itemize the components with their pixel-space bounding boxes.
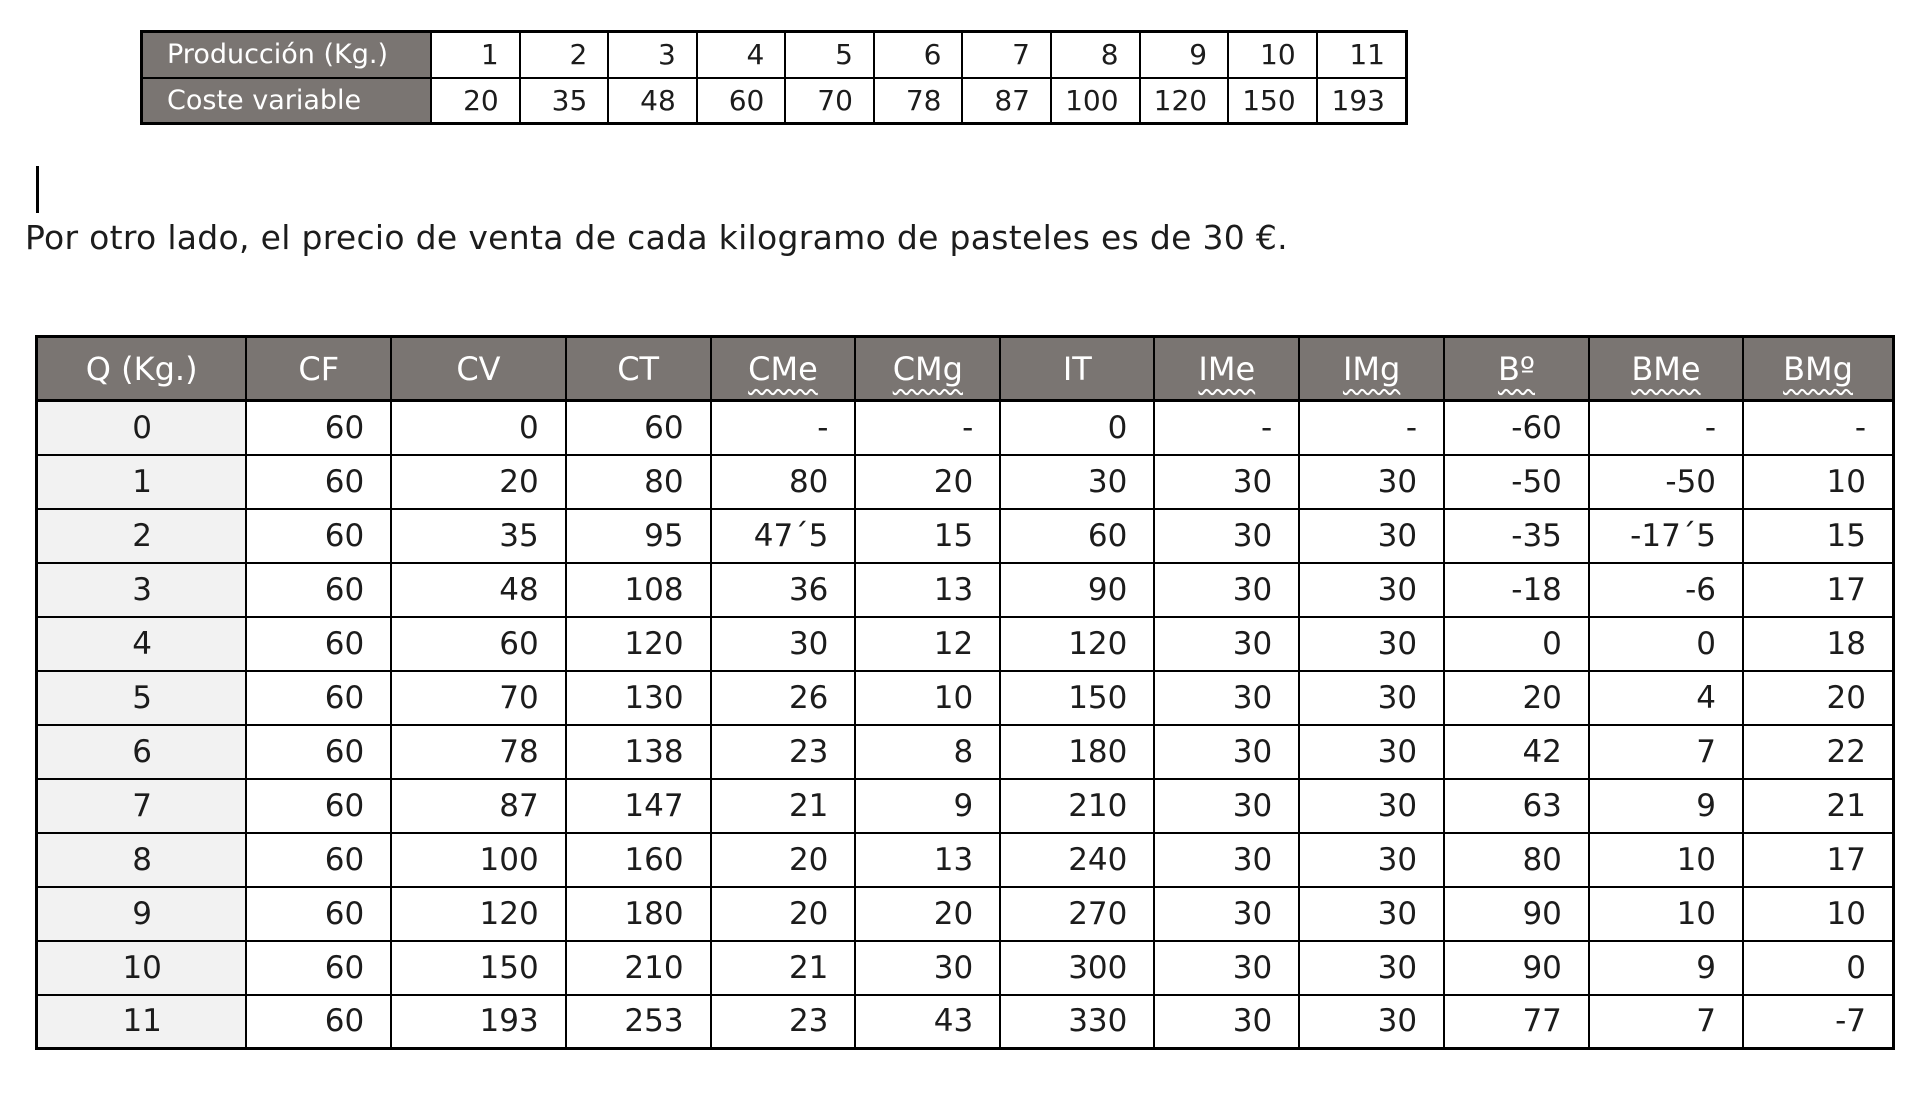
production-cell: 70: [785, 78, 874, 124]
production-cell: 8: [1051, 32, 1140, 78]
value-cell: 22: [1743, 725, 1893, 779]
production-cell: 100: [1051, 78, 1140, 124]
cost-row: [37, 617, 1894, 671]
value-cell: 4: [1589, 671, 1743, 725]
value-cell: 42: [1444, 725, 1589, 779]
column-header: [1154, 337, 1299, 401]
value-cell: 253: [566, 995, 711, 1049]
value-cell: 70: [391, 671, 566, 725]
value-cell: 30: [1154, 509, 1299, 563]
value-cell: 60: [246, 833, 391, 887]
value-cell: 60: [246, 887, 391, 941]
value-cell: 210: [1000, 779, 1154, 833]
value-cell: 26: [711, 671, 856, 725]
value-cell: 20: [711, 887, 856, 941]
production-cell: 87: [962, 78, 1051, 124]
value-cell: 330: [1000, 995, 1154, 1049]
cost-row: [37, 671, 1894, 725]
value-cell: 300: [1000, 941, 1154, 995]
value-cell: 60: [246, 509, 391, 563]
production-cell: 1: [431, 32, 520, 78]
value-cell: 90: [1444, 941, 1589, 995]
production-cell: 60: [697, 78, 786, 124]
value-cell: 30: [711, 617, 856, 671]
value-cell: 15: [855, 509, 1000, 563]
quantity-cell: 11: [37, 995, 247, 1049]
production-cell: 193: [1317, 78, 1407, 124]
value-cell: 30: [1154, 941, 1299, 995]
value-cell: 80: [566, 455, 711, 509]
value-cell: -: [1154, 401, 1299, 455]
value-cell: 147: [566, 779, 711, 833]
value-cell: 0: [1589, 617, 1743, 671]
value-cell: 0: [1743, 941, 1893, 995]
production-row: [142, 32, 1407, 78]
column-header-label: IMe: [1198, 349, 1256, 388]
value-cell: 30: [1299, 833, 1444, 887]
value-cell: 30: [1299, 455, 1444, 509]
value-cell: 60: [246, 779, 391, 833]
value-cell: 9: [1589, 941, 1743, 995]
text-cursor: [36, 166, 39, 213]
value-cell: 30: [1154, 671, 1299, 725]
quantity-cell: 0: [37, 401, 247, 455]
value-cell: -7: [1743, 995, 1893, 1049]
column-header-label: CMe: [748, 349, 818, 388]
production-cell: 48: [608, 78, 697, 124]
value-cell: 120: [391, 887, 566, 941]
value-cell: 20: [711, 833, 856, 887]
value-cell: 150: [391, 941, 566, 995]
value-cell: 160: [566, 833, 711, 887]
quantity-cell: 8: [37, 833, 247, 887]
value-cell: 20: [391, 455, 566, 509]
cost-row: [37, 995, 1894, 1049]
value-cell: 60: [246, 725, 391, 779]
value-cell: 60: [566, 401, 711, 455]
production-cell: 20: [431, 78, 520, 124]
value-cell: 30: [1299, 671, 1444, 725]
value-cell: 21: [711, 779, 856, 833]
column-header: [1743, 337, 1893, 401]
value-cell: -50: [1589, 455, 1743, 509]
value-cell: 48: [391, 563, 566, 617]
production-cell: 11: [1317, 32, 1407, 78]
value-cell: 8: [855, 725, 1000, 779]
value-cell: 35: [391, 509, 566, 563]
value-cell: 20: [1444, 671, 1589, 725]
value-cell: 138: [566, 725, 711, 779]
production-cell: 78: [874, 78, 963, 124]
column-header-label: Bº: [1497, 349, 1535, 388]
production-cell: 5: [785, 32, 874, 78]
value-cell: 23: [711, 995, 856, 1049]
cost-table-body: [37, 401, 1894, 1049]
value-cell: 18: [1743, 617, 1893, 671]
column-header-label: BMg: [1783, 349, 1853, 388]
value-cell: 80: [711, 455, 856, 509]
production-cell: 35: [520, 78, 609, 124]
value-cell: 30: [1154, 779, 1299, 833]
value-cell: 17: [1743, 833, 1893, 887]
value-cell: 270: [1000, 887, 1154, 941]
value-cell: 10: [1589, 887, 1743, 941]
column-header-label: IT: [1062, 349, 1092, 388]
value-cell: 30: [1154, 563, 1299, 617]
column-header: [37, 337, 247, 401]
column-header-label: CT: [617, 349, 660, 388]
quantity-cell: 2: [37, 509, 247, 563]
value-cell: 100: [391, 833, 566, 887]
value-cell: 23: [711, 725, 856, 779]
value-cell: 9: [1589, 779, 1743, 833]
value-cell: -: [855, 401, 1000, 455]
value-cell: 90: [1444, 887, 1589, 941]
value-cell: 20: [855, 455, 1000, 509]
column-header-label: BMe: [1631, 349, 1701, 388]
column-header-label: CF: [298, 349, 340, 388]
production-table-body: [142, 32, 1407, 124]
value-cell: 21: [1743, 779, 1893, 833]
value-cell: 15: [1743, 509, 1893, 563]
production-row-label: Producción (Kg.): [142, 32, 432, 78]
value-cell: 30: [1154, 995, 1299, 1049]
cost-row: [37, 941, 1894, 995]
value-cell: 63: [1444, 779, 1589, 833]
value-cell: 30: [1154, 617, 1299, 671]
value-cell: 36: [711, 563, 856, 617]
value-cell: 10: [1589, 833, 1743, 887]
value-cell: 30: [1154, 725, 1299, 779]
column-header: [391, 337, 566, 401]
quantity-cell: 1: [37, 455, 247, 509]
quantity-cell: 4: [37, 617, 247, 671]
column-header: [1000, 337, 1154, 401]
value-cell: 7: [1589, 995, 1743, 1049]
value-cell: 60: [246, 671, 391, 725]
value-cell: -: [1743, 401, 1893, 455]
quantity-cell: 9: [37, 887, 247, 941]
value-cell: 20: [855, 887, 1000, 941]
value-cell: -: [711, 401, 856, 455]
value-cell: 30: [1299, 941, 1444, 995]
value-cell: 0: [1000, 401, 1154, 455]
value-cell: 60: [246, 995, 391, 1049]
value-cell: 30: [1299, 563, 1444, 617]
value-cell: 30: [1299, 779, 1444, 833]
value-cell: 30: [1299, 887, 1444, 941]
value-cell: -50: [1444, 455, 1589, 509]
value-cell: 0: [391, 401, 566, 455]
production-table: [140, 30, 1408, 125]
production-cell: 9: [1140, 32, 1229, 78]
value-cell: 30: [855, 941, 1000, 995]
column-header: [566, 337, 711, 401]
value-cell: 30: [1154, 455, 1299, 509]
value-cell: 87: [391, 779, 566, 833]
production-cell: 4: [697, 32, 786, 78]
value-cell: -18: [1444, 563, 1589, 617]
column-header: [246, 337, 391, 401]
value-cell: 17: [1743, 563, 1893, 617]
value-cell: 47´5: [711, 509, 856, 563]
quantity-cell: 6: [37, 725, 247, 779]
value-cell: 12: [855, 617, 1000, 671]
value-cell: -60: [1444, 401, 1589, 455]
value-cell: 9: [855, 779, 1000, 833]
production-row-label: Coste variable: [142, 78, 432, 124]
column-header: [855, 337, 1000, 401]
value-cell: 30: [1299, 725, 1444, 779]
value-cell: 60: [391, 617, 566, 671]
value-cell: 21: [711, 941, 856, 995]
cost-row: [37, 509, 1894, 563]
value-cell: 60: [1000, 509, 1154, 563]
value-cell: 30: [1154, 887, 1299, 941]
quantity-cell: 3: [37, 563, 247, 617]
value-cell: 60: [246, 401, 391, 455]
value-cell: 210: [566, 941, 711, 995]
column-header-label: CMg: [892, 349, 963, 388]
value-cell: 150: [1000, 671, 1154, 725]
value-cell: 30: [1299, 617, 1444, 671]
value-cell: 60: [246, 563, 391, 617]
quantity-cell: 5: [37, 671, 247, 725]
production-cell: 6: [874, 32, 963, 78]
value-cell: -35: [1444, 509, 1589, 563]
quantity-cell: 7: [37, 779, 247, 833]
cost-row: [37, 833, 1894, 887]
value-cell: 30: [1154, 833, 1299, 887]
production-cell: 150: [1228, 78, 1317, 124]
value-cell: 240: [1000, 833, 1154, 887]
value-cell: 78: [391, 725, 566, 779]
cost-table-header-row: [37, 337, 1894, 401]
column-header: [1589, 337, 1743, 401]
value-cell: 180: [1000, 725, 1154, 779]
value-cell: -: [1299, 401, 1444, 455]
value-cell: 13: [855, 563, 1000, 617]
value-cell: 30: [1000, 455, 1154, 509]
cost-table: [35, 335, 1895, 1050]
cost-row: [37, 455, 1894, 509]
value-cell: -: [1589, 401, 1743, 455]
value-cell: 20: [1743, 671, 1893, 725]
value-cell: 7: [1589, 725, 1743, 779]
value-cell: 180: [566, 887, 711, 941]
cost-row: [37, 563, 1894, 617]
production-cell: 7: [962, 32, 1051, 78]
production-cell: 2: [520, 32, 609, 78]
value-cell: 0: [1444, 617, 1589, 671]
value-cell: 80: [1444, 833, 1589, 887]
cost-row: [37, 779, 1894, 833]
value-cell: 10: [1743, 455, 1893, 509]
production-cell: 10: [1228, 32, 1317, 78]
production-cell: 120: [1140, 78, 1229, 124]
value-cell: 95: [566, 509, 711, 563]
cost-row: [37, 401, 1894, 455]
value-cell: 43: [855, 995, 1000, 1049]
value-cell: -6: [1589, 563, 1743, 617]
column-header-label: CV: [456, 349, 501, 388]
value-cell: 77: [1444, 995, 1589, 1049]
value-cell: 30: [1299, 995, 1444, 1049]
column-header: [1299, 337, 1444, 401]
value-cell: 90: [1000, 563, 1154, 617]
value-cell: 193: [391, 995, 566, 1049]
production-row: [142, 78, 1407, 124]
production-cell: 3: [608, 32, 697, 78]
value-cell: 60: [246, 455, 391, 509]
cost-row: [37, 887, 1894, 941]
value-cell: -17´5: [1589, 509, 1743, 563]
column-header-label: Q (Kg.): [85, 349, 198, 388]
value-cell: 60: [246, 941, 391, 995]
value-cell: 108: [566, 563, 711, 617]
cost-row: [37, 725, 1894, 779]
quantity-cell: 10: [37, 941, 247, 995]
column-header-label: IMg: [1342, 349, 1401, 388]
column-header: [1444, 337, 1589, 401]
value-cell: 13: [855, 833, 1000, 887]
value-cell: 10: [855, 671, 1000, 725]
column-header: [711, 337, 856, 401]
value-cell: 30: [1299, 509, 1444, 563]
value-cell: 120: [566, 617, 711, 671]
value-cell: 60: [246, 617, 391, 671]
value-cell: 130: [566, 671, 711, 725]
value-cell: 120: [1000, 617, 1154, 671]
value-cell: 10: [1743, 887, 1893, 941]
price-sentence: Por otro lado, el precio de venta de cada kilogramo de pasteles es de 30 €.: [25, 218, 1288, 257]
